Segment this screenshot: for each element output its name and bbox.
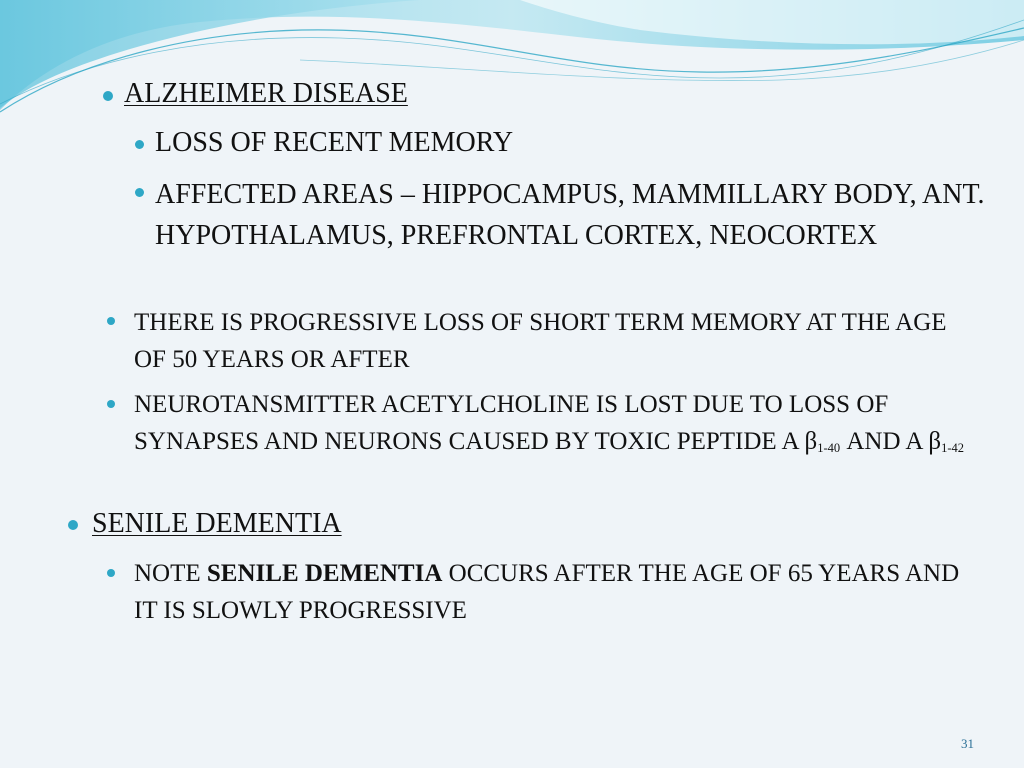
bullet-dot-icon [135, 140, 144, 149]
bullet-neurotransmitter-text [134, 386, 974, 467]
bullet-affected-areas-text: AFFECTED AREAS – HIPPOCAMPUS, MAMMILLARY BODY, ANT. HYPOTHALAMUS, PREFRONTAL CORTEX, NEOCORTEX [155, 179, 985, 251]
bullet-dot-icon [68, 520, 78, 530]
bullet-loss-recent-memory-text: LOSS OF RECENT MEMORY [155, 127, 514, 158]
note-prefix: NOTE [134, 560, 207, 587]
neuro-subscript-1: 1-40 [817, 441, 841, 456]
bullet-senile-dementia-text: SENILE DEMENTIA [92, 508, 342, 539]
note-suffix: OCCURS AFTER THE AGE OF 65 YEARS AND IT IS SLOWLY PROGRESSIVE [134, 560, 960, 624]
neuro-main-text: NEUROTANSMITTER ACETYLCHOLINE IS LOST DUE TO LOSS OF SYNAPSES AND NEURONS CAUSED BY TOXIC PEPTIDE A β [134, 391, 889, 455]
note-bold-term: SENILE DEMENTIA [206, 560, 443, 587]
neuro-mid-text: AND A β [840, 428, 942, 455]
neuro-subscript-2: 1-42 [941, 441, 964, 456]
bullet-dot-icon [103, 91, 113, 101]
bullet-dot-icon [107, 317, 115, 325]
bullet-alzheimer-text: ALZHEIMER DISEASE [124, 78, 408, 109]
bullet-dot-icon [107, 400, 115, 408]
slide-number: 31 [961, 736, 974, 751]
bullet-note-text [134, 555, 974, 629]
bullet-progressive-loss-text: THERE IS PROGRESSIVE LOSS OF SHORT TERM MEMORY AT THE AGE OF 50 YEARS OR AFTER [134, 309, 947, 373]
bullet-dot-icon [135, 188, 144, 197]
bullet-dot-icon [107, 569, 115, 577]
